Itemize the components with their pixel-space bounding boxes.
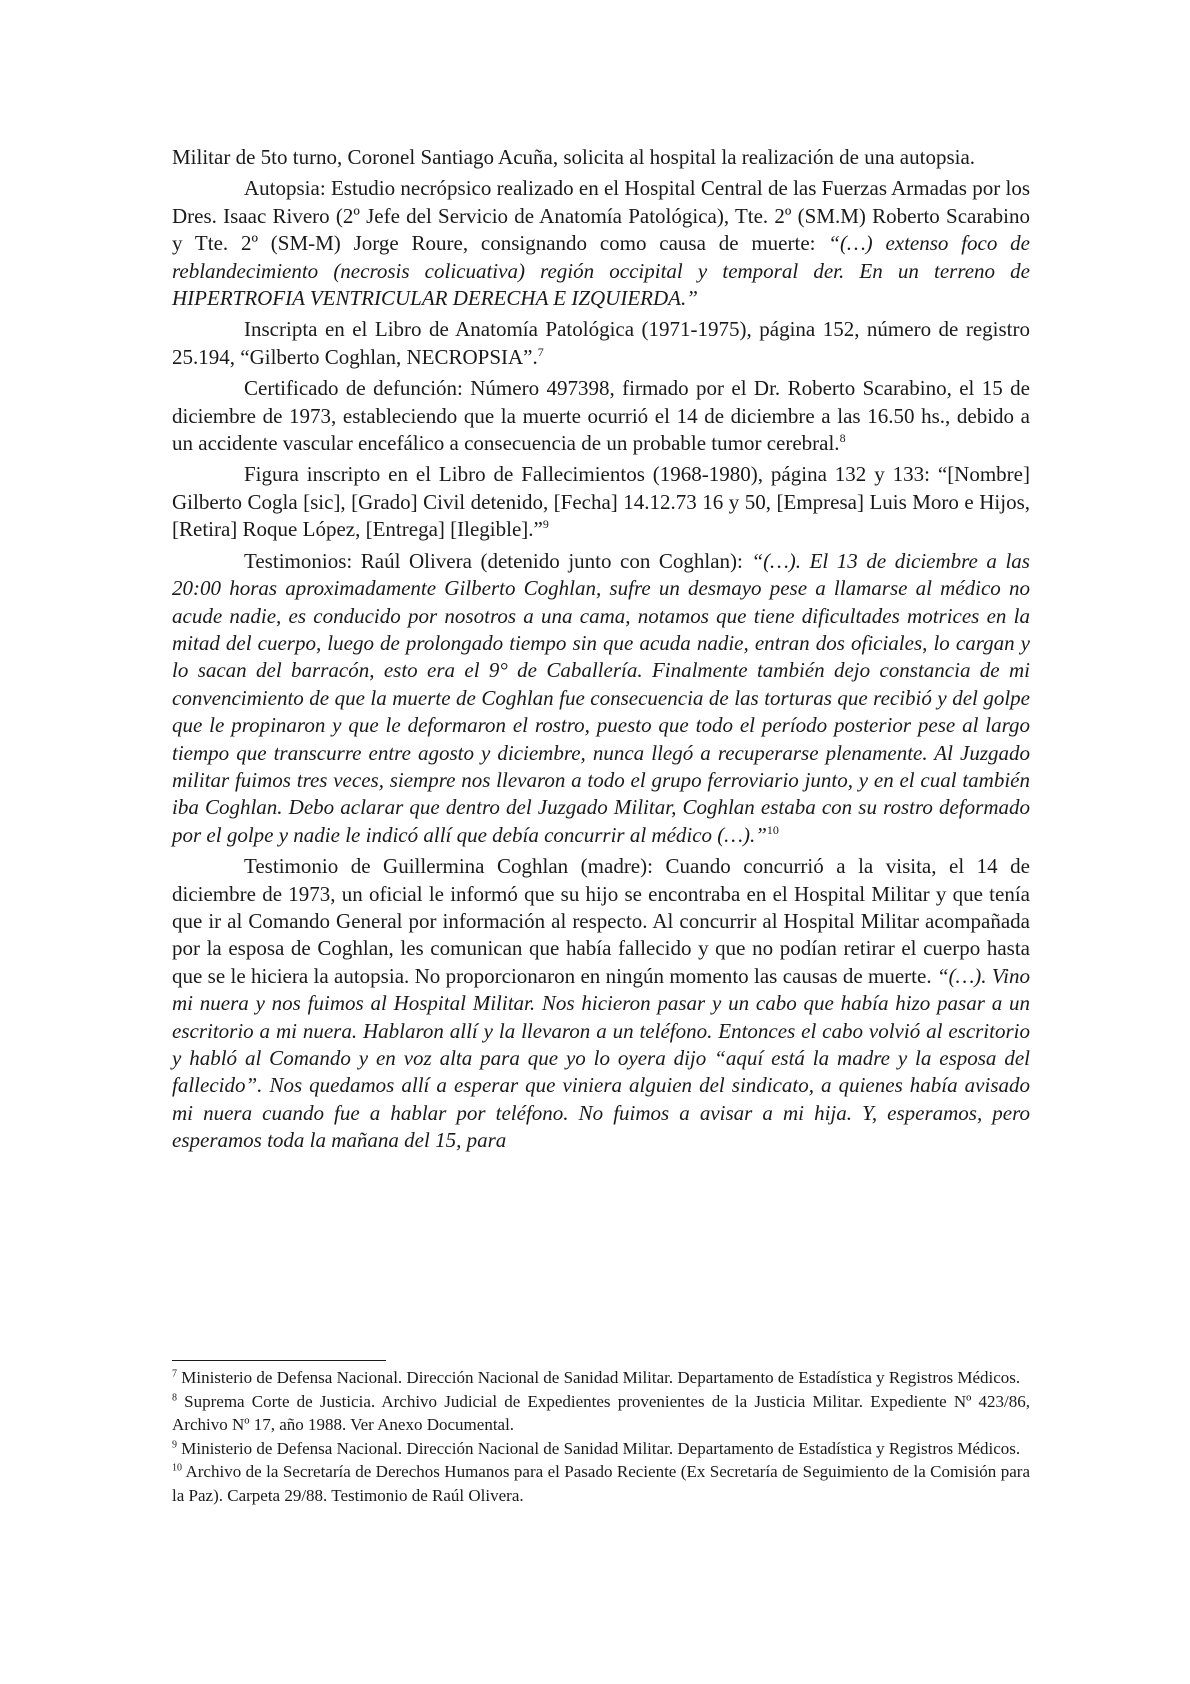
paragraph-hospital-request: Militar de 5to turno, Coronel Santiago Acuña, solicita al hospital la realización de una autopsia. bbox=[172, 145, 976, 169]
footnote-10: $^{10}$ Archivo de la Secretaría de Derechos Humanos para el Pasado Reciente (Ex Secretaría de Seguimiento de la Comisión para la Paz). Carpeta 29/88. Testimonio de Raúl Olivera. bbox=[172, 1462, 1030, 1505]
paragraph-death-certificate: Certificado de defunción: Número 497398, firmado por el Dr. Roberto Scarabino, el 15 de diciembre de 1973, estableciendo que la muerte ocurrió el 14 de diciembre a las 16.50 hs., debido a un accidente vascular encefálico a consecuencia de un probable tumor cerebral.$^8$ bbox=[172, 376, 1030, 456]
footnote-ref-9: 9 bbox=[542, 517, 549, 532]
paragraph-testimony-mother: Testimonio de Guillermina Coghlan (madre): Cuando concurrió a la visita, el 14 de diciembre de 1973, un oficial le informó que su hijo se encontraba en el Hospital Militar y que tenía que ir al Comando General por información al respecto. Al concurrir al Hospital Militar acompañada por la esposa de Coghlan, les comunican que había fallecido y que no podían retirar el cuerpo hasta que se le hiciera la autopsia. No proporcionaron en ningún momento las causas de muerte. “(…). Vino mi nuera y nos fuimos al Hospital Militar. Nos hicieron pasar y un cabo que había hizo pasar a un escritorio a mi nuera. Hablaron allí y la llevaron a un teléfono. Entonces el cabo volvió al escritorio y habló al Comando y en voz alta para que yo lo oyera dijo “aquí está la madre y la esposa del fallecido”. Nos quedamos allí a esperar que viniera alguien del sindicato, a quienes había avisado mi nuera cuando fue a hablar por teléfono. No fuimos a avisar a mi hija. Y, esperamos, pero esperamos toda la mañana del 15, para bbox=[172, 854, 1031, 1153]
mother-quote: “(…). Vino mi nuera y nos fuimos al Hospital Militar. Nos hicieron pasar y un cabo que había hizo pasar a un escritorio a mi nuera. Hablaron allí y la llevaron a un teléfono. Entonces el cabo volvió al escritorio y habló al Comando y en voz alta para que yo lo oyera dijo “aquí está la madre y la esposa del fallecido”. Nos quedamos allí a esperar que viniera alguien del sindicato, a quienes había avisado mi nuera cuando fue a hablar por teléfono. No fuimos a avisar a mi hija. Y, esperamos, pero esperamos toda la mañana del 15, para bbox=[172, 963, 1031, 1153]
body-text bbox=[172, 144, 1030, 1159]
footnote-ref-8: 8 bbox=[839, 431, 846, 446]
footnote-ref-10: 10 bbox=[766, 822, 779, 837]
paragraph-registry: Inscripta en el Libro de Anatomía Patológica (1971-1975), página 152, número de registro 25.194, “Gilberto Coghlan, NECROPSIA”.$^7$ bbox=[172, 317, 1030, 369]
paragraph-deaths-book: Figura inscripto en el Libro de Fallecimientos (1968-1980), página 132 y 133: “[Nombre] Gilberto Cogla [sic], [Grado] Civil detenido, [Fecha] 14.12.73 16 y 50, [Empresa] Luis Moro e Hijos, [Retira] Roque López, [Entrega] [Ilegible].”$^9$ bbox=[172, 462, 1030, 542]
autopsy-quote: “(…) extenso foco de reblandecimiento (necrosis colicuativa) región occipital y temporal der. En un terreno de HIPERTROFIA VENTRICULAR DERECHA E IZQUIERDA.” bbox=[172, 231, 1030, 311]
footnote-ref-7: 7 bbox=[537, 344, 544, 359]
paragraph-autopsy: Autopsia: Estudio necrópsico realizado en el Hospital Central de las Fuerzas Armadas por los Dres. Isaac Rivero (2º Jefe del Servicio de Anatomía Patológica), Tte. 2º (SM.M) Roberto Scarabino y Tte. 2º (SM-M) Jorge Roure, consignando como causa de muerte: “(…) extenso foco de reblandecimiento (necrosis colicuativa) región occipital y temporal der. En un terreno de HIPERTROFIA VENTRICULAR DERECHA E IZQUIERDA.” bbox=[172, 176, 1030, 311]
footnotes bbox=[172, 1366, 1030, 1507]
footnote-separator bbox=[172, 1360, 386, 1361]
olivera-quote: “(…). El 13 de diciembre a las 20:00 horas aproximadamente Gilberto Coghlan, sufre un desmayo pese a llamarse al médico no acude nadie, es conducido por nosotros a una cama, notamos que tiene dificultades motrices en la mitad del cuerpo, luego de prolongado tiempo sin que acuda nadie, entran dos oficiales, lo cargan y lo sacan del barracón, esto era el 9° de Caballería. Finalmente también dejo constancia de mi convencimiento de que la muerte de Coghlan fue consecuencia de las torturas que recibió y del golpe que le propinaron y que le deformaron el rostro, puesto que todo el período posterior pese al largo tiempo que transcurre entre agosto y diciembre, nunca llegó a recuperarse plenamente. Al Juzgado militar fuimos tres veces, siempre nos llevaron a todo el grupo ferroviario junto, y en el cual también iba Coghlan. Debo aclarar que dentro del Juzgado Militar, Coghlan estaba con su rostro deformado por el golpe y nadie le indicó allí que debía concurrir al médico (…).” bbox=[172, 548, 1030, 847]
footnote-8: $^8$ Suprema Corte de Justicia. Archivo Judicial de Expedientes provenientes de la Justicia Militar. Expediente Nº 423/86, Archivo Nº 17, año 1988. Ver Anexo Documental. bbox=[172, 1391, 1030, 1434]
paragraph-testimony-olivera: Testimonios: Raúl Olivera (detenido junto con Coghlan): “(…). El 13 de diciembre a las 20:00 horas aproximadamente Gilberto Coghlan, sufre un desmayo pese a llamarse al médico no acude nadie, es conducido por nosotros a una cama, notamos que tiene dificultades motrices en la mitad del cuerpo, luego de prolongado tiempo sin que acuda nadie, entran dos oficiales, lo cargan y lo sacan del barracón, esto era el 9° de Caballería. Finalmente también dejo constancia de mi convencimiento de que la muerte de Coghlan fue consecuencia de las torturas que recibió y del golpe que le propinaron y que le deformaron el rostro, puesto que todo el período posterior pese al largo tiempo que transcurre entre agosto y diciembre, nunca llegó a recuperarse plenamente. Al Juzgado militar fuimos tres veces, siempre nos llevaron a todo el grupo ferroviario junto, y en el cual también iba Coghlan. Debo aclarar que dentro del Juzgado Militar, Coghlan estaba con su rostro deformado por el golpe y nadie le indicó allí que debía concurrir al médico (…).”$^{10}$ bbox=[172, 548, 1030, 847]
footnote-9: $^9$ Ministerio de Defensa Nacional. Dirección Nacional de Sanidad Militar. Departamento de Estadística y Registros Médicos. bbox=[172, 1438, 1021, 1458]
footnote-7: $^7$ Ministerio de Defensa Nacional. Dirección Nacional de Sanidad Militar. Departamento de Estadística y Registros Médicos. bbox=[172, 1368, 1021, 1387]
